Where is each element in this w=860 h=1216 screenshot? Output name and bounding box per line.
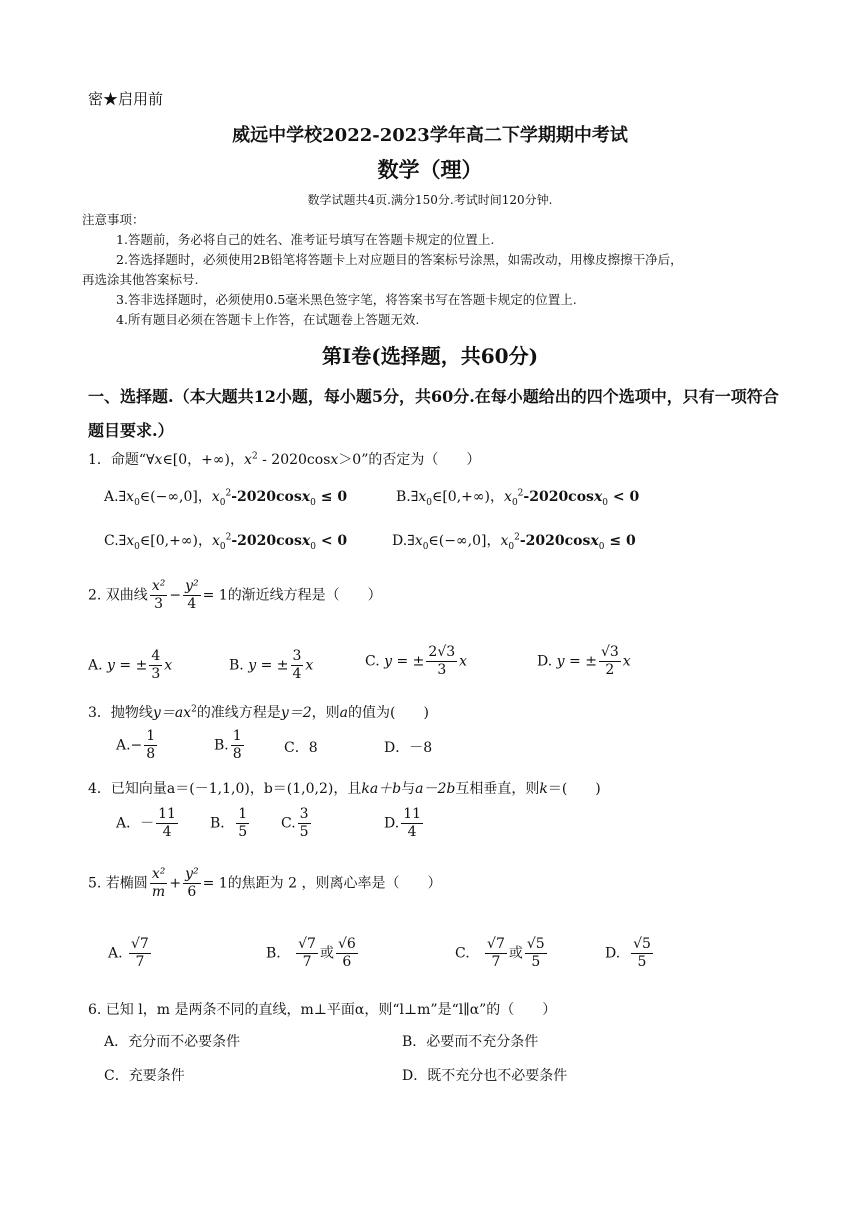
q1-a-x0c: x [301, 489, 311, 505]
q1-num: 1． [88, 452, 111, 468]
q1-c-x0: x [126, 533, 135, 549]
q5-f2-den: 6 [187, 884, 197, 900]
q2-c-y: y [384, 653, 393, 670]
q1-option-d[interactable] [392, 530, 636, 552]
q5-c-den1: 7 [491, 954, 501, 970]
q4-text5: a－2b [415, 781, 456, 797]
note-item: 4.所有题目必须在答题卡上作答，在试题卷上答题无效. [116, 312, 420, 327]
q1-c-cmp: < 0 [315, 533, 348, 549]
q1-d-subc: 0 [598, 541, 605, 552]
question-4 [88, 778, 601, 798]
q2-d-label: D. [537, 653, 553, 670]
q2-b-num: 3 [292, 648, 302, 664]
q4-text8: ＝( ) [547, 781, 601, 797]
q2-d-frac [599, 644, 621, 679]
q1-b-set: ∈[0,+∞)， [431, 489, 505, 505]
q1-x3: x [330, 452, 339, 468]
q3-option-d[interactable]: D．－8 [384, 740, 433, 756]
q4-a-frac [156, 806, 178, 841]
part-title: 第Ⅰ卷(选择题，共60分) [321, 344, 539, 368]
q2-b-x: x [305, 657, 314, 674]
q5-d-num: √5 [633, 936, 651, 952]
q5-num: 5. 若椭圆 [88, 875, 148, 892]
q5-frac-2 [183, 866, 201, 901]
q1-a-x0: x [126, 489, 135, 505]
q5-option-a[interactable] [108, 936, 153, 971]
q1-c-sup: 2 [225, 532, 232, 543]
q2-d-y: y [556, 653, 565, 670]
q2-a-label: A. [88, 657, 103, 674]
q5-a-label: A. [108, 945, 123, 962]
q2-f1-den: 3 [154, 596, 164, 612]
q2-eq: = 1 [202, 587, 228, 604]
q4-a-den: 4 [162, 824, 172, 840]
q2-b-frac [291, 648, 304, 683]
q2-c-x: x [459, 653, 468, 670]
q2-a-frac [149, 648, 162, 683]
q5-post: 的焦距为 2 ，则离心率是（ ） [227, 875, 442, 892]
q1-a-x0b: x [211, 489, 220, 505]
q2-c-label: C. [365, 653, 380, 670]
q1-d-x0b: x [500, 533, 509, 549]
q1-c-x0b: x [211, 533, 220, 549]
q1-d-x0: x [414, 533, 423, 549]
q2-d-den: 2 [605, 662, 615, 678]
q2-d-num: √3 [600, 644, 619, 660]
q1-mid: - 2020cos [257, 452, 331, 468]
q2-num: 2. 双曲线 [88, 587, 148, 604]
q1-c-expr: -2020cos [231, 533, 302, 549]
exam-subject: 数学（理） [377, 157, 483, 182]
q1-x: x [154, 452, 163, 468]
q3-b-frac [231, 728, 244, 763]
q1-d-x0c: x [590, 533, 599, 549]
q3-b-num: 1 [232, 728, 242, 744]
q4-a-label: A．－ [116, 815, 155, 832]
q5-plus: + [169, 875, 182, 892]
q1-a-set: ∈(−∞,0]， [139, 489, 212, 505]
q1-a-label: A.∃ [104, 489, 127, 505]
q5-option-d[interactable] [605, 936, 655, 971]
q1-x2: x [244, 452, 252, 468]
q1-c-label: C.∃ [104, 533, 127, 549]
q1-post: ＞0”的否定为（ ） [338, 452, 481, 468]
q4-c-label: C. [281, 815, 296, 832]
q2-option-b[interactable] [229, 648, 313, 683]
q5-option-b[interactable] [266, 936, 360, 971]
q2-d-x: x [622, 653, 631, 670]
q4-text7: k [539, 781, 548, 797]
q4-b-num: 1 [238, 806, 248, 822]
q5-f1-den: m [151, 884, 166, 900]
q2-f1-num: x² [151, 578, 166, 594]
q1-d-cmp: ≤ 0 [604, 533, 636, 549]
q5-a-num: √7 [131, 936, 149, 952]
q5-c-den2: 5 [531, 954, 541, 970]
q5-frac-1 [150, 866, 168, 901]
q1-a-sub: 0 [134, 497, 140, 508]
q1-a-cmp: ≤ 0 [315, 489, 348, 505]
q4-option-b[interactable] [210, 806, 251, 841]
q5-c-frac-2 [525, 936, 547, 971]
q2-a-x: x [164, 657, 173, 674]
q2-a-pm: = ± [114, 657, 148, 674]
q5-b-num1: √7 [298, 936, 316, 952]
q2-f2-num: y² [185, 578, 199, 594]
q3-a-var: a [339, 705, 348, 721]
q1-pre: 命题“∀ [110, 452, 155, 468]
q4-b-frac [236, 806, 249, 841]
q5-c-frac-1 [485, 936, 507, 971]
q1-c-set: ∈[0,+∞)， [139, 533, 212, 549]
note-item: 1.答题前，务必将自己的姓名、准考证号填写在答题卡规定的位置上. [116, 232, 495, 247]
q1-option-a[interactable] [104, 486, 347, 508]
q1-b-x0c: x [593, 489, 603, 505]
q1-b-sub: 0 [426, 497, 432, 508]
q1-option-c[interactable] [104, 530, 347, 552]
q5-c-num2: √5 [526, 936, 545, 952]
q3-option-a[interactable] [116, 728, 159, 763]
secret-label: 密★启用前 [88, 90, 164, 108]
q3-a-label: A.− [116, 737, 143, 754]
q1-d-set: ∈(−∞,0]， [428, 533, 501, 549]
q4-d-frac [401, 806, 423, 841]
q3-mid: 的准线方程是 [196, 705, 281, 721]
q6-option-a[interactable]: A．充分而不必要条件 [104, 1034, 241, 1050]
q4-text4: 与 [401, 781, 416, 797]
q1-b-subb: 0 [511, 497, 518, 508]
q2-post: 的渐近线方程是（ ） [227, 587, 382, 604]
q2-a-den: 3 [151, 666, 161, 682]
q4-option-d[interactable] [384, 806, 425, 841]
q4-d-label: D. [384, 815, 400, 832]
q1-d-sub: 0 [422, 541, 429, 552]
q3-expr2: y＝2 [280, 705, 312, 721]
q4-num: 4．已知向量 [88, 781, 167, 797]
q2-c-num: 2√3 [428, 644, 456, 660]
q5-f1-num: x² [151, 866, 166, 882]
q5-a-frac [129, 936, 151, 971]
q4-b-label: B． [210, 815, 235, 832]
q1-b-label: B.∃ [396, 489, 419, 505]
q5-a-den: 7 [135, 954, 145, 970]
q6-option-c[interactable]: C．充要条件 [104, 1068, 185, 1084]
q2-b-y: y [248, 657, 257, 674]
q5-b-or: 或 [319, 945, 334, 962]
question-5 [88, 866, 442, 901]
q3-option-c[interactable]: C．8 [284, 740, 318, 756]
q1-b-subc: 0 [602, 497, 609, 508]
q5-d-den: 5 [637, 954, 647, 970]
exam-title: 威远中学校2022-2023学年高二下学期期中考试 [232, 125, 628, 146]
q4-option-c[interactable] [281, 806, 313, 841]
q4-a-num: 11 [158, 806, 176, 822]
question-3 [88, 702, 429, 722]
q5-f2-num: y² [185, 866, 199, 882]
q1-c-subb: 0 [219, 541, 226, 552]
q5-d-label: D. [605, 945, 621, 962]
q4-c-den: 5 [299, 824, 309, 840]
q1-a-sup: 2 [225, 488, 232, 499]
q2-c-pm: = ± [392, 653, 425, 670]
q4-d-num: 11 [403, 806, 422, 822]
q4-text3: ka＋b [361, 781, 402, 797]
q3-sup: 2 [191, 704, 197, 715]
note-item: 3.答非选择题时，必须使用0.5毫米黑色签字笔，将答案书写在答题卡规定的位置上. [116, 292, 577, 307]
q2-minus: − [169, 587, 182, 604]
q5-c-num1: √7 [487, 936, 505, 952]
q4-text1: a＝(－1,1,0)， [166, 781, 264, 797]
q3-b-den: 8 [232, 746, 242, 762]
q3-option-b[interactable] [214, 728, 246, 763]
q4-text6: 互相垂直，则 [455, 781, 540, 797]
q5-b-num2: √6 [337, 936, 356, 952]
section-title: 一、选择题.（本大题共12小题，每小题5分，共60分.在每小题给出的四个选项中，只有一项符合题目要求.） [88, 387, 779, 440]
question-6: 6. 已知 l，m 是两条不同的直线，m⊥平面α，则“l⊥m”是“l∥α”的（ ） [88, 1002, 557, 1018]
q2-f2-den: 4 [187, 596, 197, 612]
q3-num: 3．抛物线 [88, 705, 153, 721]
q3-a-den: 8 [146, 746, 156, 762]
q1-d-subb: 0 [508, 541, 515, 552]
q1-c-x0c: x [301, 533, 311, 549]
exam-info: 数学试题共4页.满分150分.考试时间120分钟. [307, 193, 553, 207]
q1-sup: 2 [251, 451, 258, 462]
q3-post: ，则 [311, 705, 340, 721]
q1-b-x0b: x [504, 489, 512, 505]
q5-b-frac-2 [336, 936, 358, 971]
q2-b-pm: = ± [256, 657, 289, 674]
q3-a-frac [144, 728, 157, 763]
q1-option-b[interactable] [396, 486, 639, 508]
note-item: 再选涂其他答案标号. [82, 272, 199, 287]
q4-text2: b＝(1,0,2)，且 [263, 781, 362, 797]
q5-b-label: B. [266, 945, 281, 962]
q5-b-den2: 6 [342, 954, 352, 970]
notes [82, 210, 782, 330]
q5-eq: = 1 [202, 875, 228, 892]
q2-option-d[interactable] [537, 644, 631, 679]
q2-frac-2 [183, 578, 201, 613]
q2-frac-1 [150, 578, 168, 613]
q2-b-den: 4 [292, 666, 302, 682]
q1-b-sup: 2 [517, 488, 524, 499]
q1-b-expr: -2020cos [523, 489, 594, 505]
q3-post2: 的值为( ) [348, 705, 429, 721]
q6-option-b[interactable]: B．必要而不充分条件 [402, 1034, 539, 1050]
q5-b-frac-1 [296, 936, 318, 971]
notes-heading: 注意事项： [82, 212, 145, 227]
q1-in: ∈[0，+∞)， [162, 452, 245, 468]
q3-expr: y＝ax [152, 705, 192, 721]
q3-a-num: 1 [146, 728, 156, 744]
q1-a-subb: 0 [219, 497, 226, 508]
q1-a-subc: 0 [310, 497, 316, 508]
q2-option-c[interactable] [365, 644, 467, 679]
q1-c-sub: 0 [134, 541, 140, 552]
q1-b-x0: x [418, 489, 427, 505]
q2-d-pm: = ± [564, 653, 597, 670]
q1-c-subc: 0 [310, 541, 316, 552]
q5-option-c[interactable] [455, 936, 549, 971]
q4-option-a[interactable] [116, 806, 180, 841]
q2-a-num: 4 [151, 648, 161, 664]
q2-a-y: y [107, 657, 115, 674]
q1-b-cmp: < 0 [608, 489, 640, 505]
q4-c-num: 3 [299, 806, 309, 822]
q4-c-frac [298, 806, 311, 841]
q5-c-label: C. [455, 945, 470, 962]
q1-d-sup: 2 [514, 532, 520, 543]
q1-d-expr: -2020cos [519, 533, 591, 549]
q4-d-den: 4 [407, 824, 417, 840]
q1-d-label: D.∃ [392, 533, 415, 549]
question-2 [88, 578, 382, 613]
q2-c-frac [426, 644, 457, 679]
question-1 [88, 449, 480, 469]
q2-b-label: B. [229, 657, 244, 674]
q2-c-den: 3 [437, 662, 447, 678]
q2-option-a[interactable] [88, 648, 172, 683]
q1-a-expr: -2020cos [231, 489, 302, 505]
q5-c-or: 或 [508, 945, 523, 962]
note-item: 2.答选择题时，必须使用2B铅笔将答题卡上对应题目的答案标号涂黑，如需改动，用橡皮擦擦干净后， [116, 252, 683, 267]
q5-b-den1: 7 [302, 954, 312, 970]
q5-d-frac [631, 936, 653, 971]
q3-b-label: B. [214, 737, 229, 754]
q4-b-den: 5 [238, 824, 248, 840]
q6-option-d[interactable]: D．既不充分也不必要条件 [402, 1068, 568, 1084]
